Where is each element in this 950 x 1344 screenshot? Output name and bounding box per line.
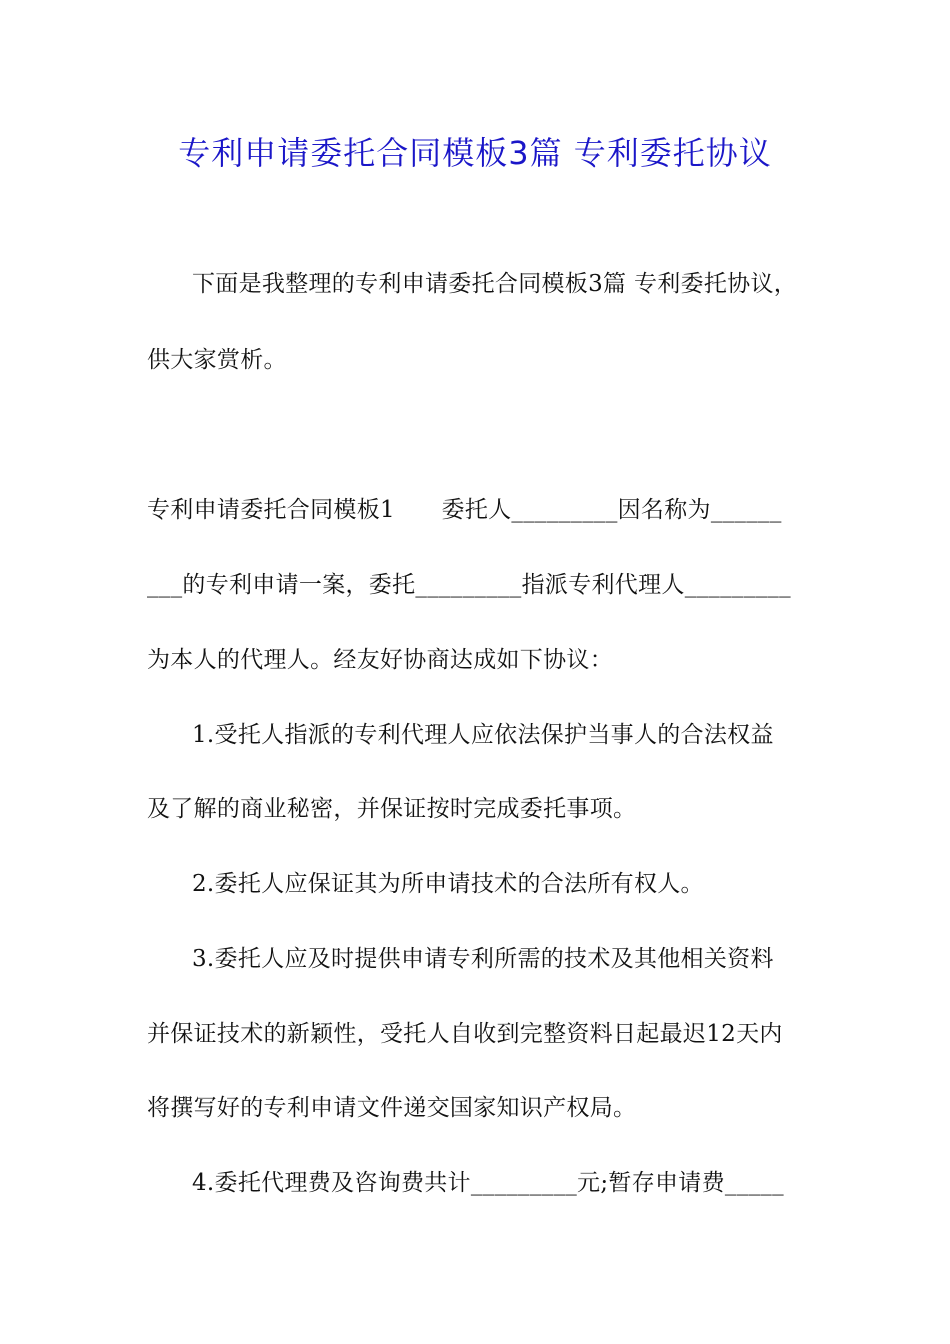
clause-3-line-2: 并保证技术的新颖性，受托人自收到完整资料日起最迟12天内 xyxy=(147,1021,783,1047)
clause-4-line-1: 4.委托代理费及咨询费共计_________元;暂存申请费_____ xyxy=(192,1170,784,1196)
clause-3-line-3: 将撰写好的专利申请文件递交国家知识产权局。 xyxy=(147,1095,637,1121)
intro-line-2: 供大家赏析。 xyxy=(147,347,287,373)
contract-line-2: ___的专利申请一案，委托_________指派专利代理人_________ xyxy=(147,572,791,598)
clause-3-line-1: 3.委托人应及时提供申请专利所需的技术及其他相关资料 xyxy=(192,946,774,972)
contract-heading-line: 专利申请委托合同模板1 委托人_________因名称为______ xyxy=(147,497,782,523)
intro-line-1: 下面是我整理的专利申请委托合同模板3篇 专利委托协议， xyxy=(192,271,798,297)
clause-1-line-2: 及了解的商业秘密，并保证按时完成委托事项。 xyxy=(147,796,637,822)
clause-2-line-1: 2.委托人应保证其为所申请技术的合法所有权人。 xyxy=(192,871,704,897)
document-title: 专利申请委托合同模板3篇 专利委托协议 xyxy=(178,134,772,172)
contract-line-3: 为本人的代理人。经友好协商达成如下协议： xyxy=(147,647,613,673)
clause-1-line-1: 1.受托人指派的专利代理人应依法保护当事人的合法权益 xyxy=(192,722,774,748)
